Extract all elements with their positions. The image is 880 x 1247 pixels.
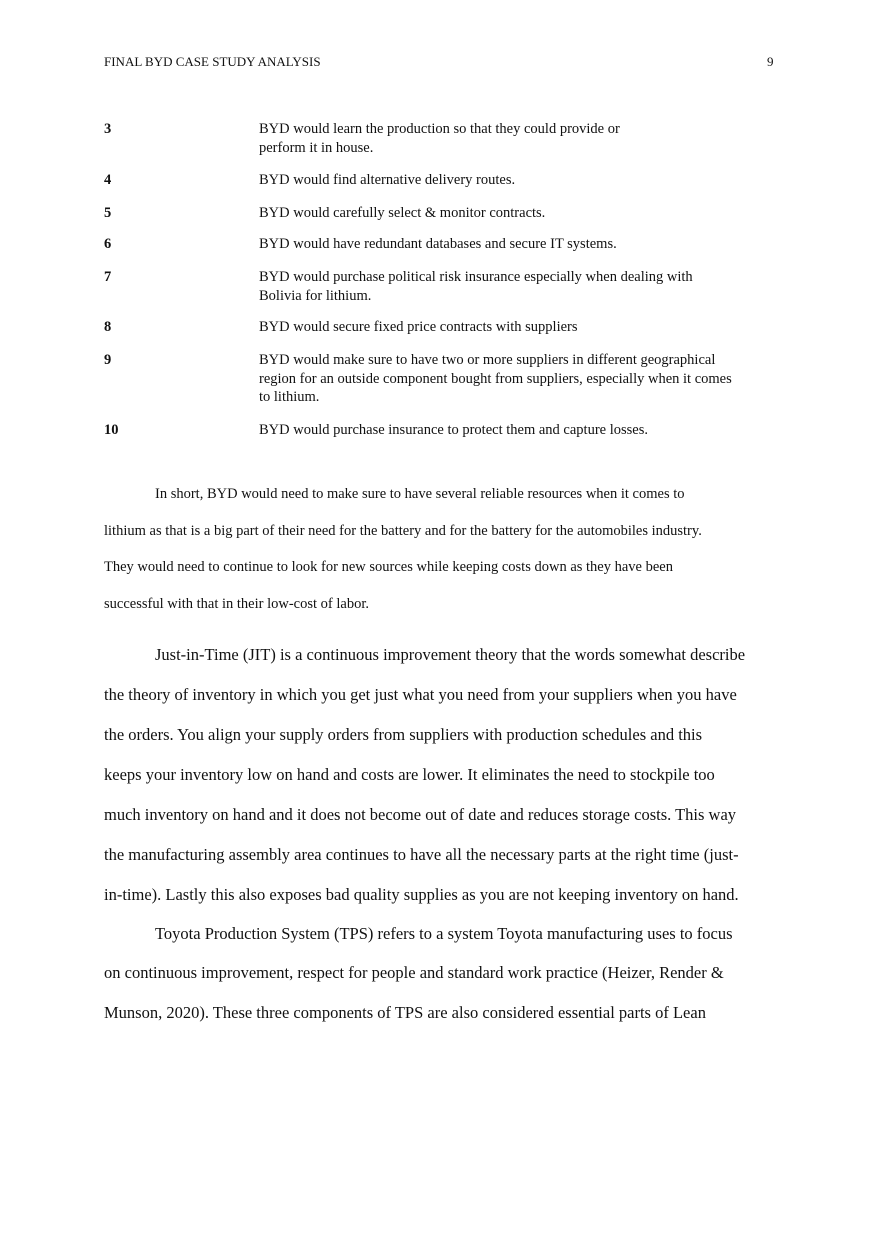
- paragraph-line: on continuous improvement, respect for people and standard work practice (Heizer, Render &: [104, 963, 724, 983]
- paragraph-line: in-time). Lastly this also exposes bad quality supplies as you are not keeping inventory on hand.: [104, 885, 739, 904]
- table-row-number: 9: [104, 352, 112, 368]
- table-row-number: 10: [104, 422, 119, 438]
- table-row-text: BYD would purchase political risk insurance especially when dealing with: [259, 269, 693, 285]
- table-row-text: BYD would carefully select & monitor contracts.: [259, 205, 546, 221]
- table-row-number: 6: [104, 236, 112, 252]
- table-row-text: BYD would purchase insurance to protect them and capture losses.: [259, 422, 648, 438]
- paragraph-line: the orders. You align your supply orders from suppliers with production schedules and this: [104, 725, 703, 744]
- paragraph-line: much inventory on hand and it does not become out of date and reduces storage costs. This way: [104, 805, 737, 824]
- table-row-text: BYD would secure fixed price contracts with suppliers: [259, 319, 578, 335]
- running-header: FINAL BYD CASE STUDY ANALYSIS: [104, 54, 321, 69]
- table-row-number: 3: [104, 121, 112, 137]
- table-row-number: 4: [104, 172, 112, 188]
- paragraph-line: Just-in-Time (JIT) is a continuous improvement theory that the words somewhat describe: [155, 645, 746, 664]
- paragraph-line: keeps your inventory low on hand and costs are lower. It eliminates the need to stockpile too: [104, 765, 715, 784]
- table-row-text: to lithium.: [259, 389, 320, 405]
- paragraph-line: Munson, 2020). These three components of TPS are also considered essential parts of Lean: [104, 1002, 706, 1022]
- table-row-number: 7: [104, 269, 112, 285]
- paragraph-line: successful with that in their low-cost of labor.: [104, 595, 369, 612]
- table-row-text: BYD would learn the production so that they could provide or: [259, 121, 620, 137]
- paragraph-line: the theory of inventory in which you get just what you need from your suppliers when you have: [104, 685, 737, 704]
- page-number: 9: [767, 54, 774, 69]
- table-row-text: BYD would have redundant databases and secure IT systems.: [259, 236, 617, 252]
- paragraph-line: In short, BYD would need to make sure to have several reliable resources when it comes to: [155, 486, 685, 502]
- table-row-text: Bolivia for lithium.: [259, 287, 372, 304]
- table-row-text: perform it in house.: [259, 139, 374, 156]
- paragraph-line: Toyota Production System (TPS) refers to a system Toyota manufacturing uses to focus: [155, 924, 733, 943]
- table-row-text: BYD would make sure to have two or more suppliers in different geographical: [259, 352, 716, 368]
- table-row-number: 8: [104, 319, 112, 335]
- table-row-text: region for an outside component bought from suppliers, especially when it comes: [259, 370, 732, 387]
- table-row-number: 5: [104, 205, 112, 221]
- paragraph-line: the manufacturing assembly area continues to have all the necessary parts at the right time (just-: [104, 845, 739, 864]
- paragraph-line: They would need to continue to look for new sources while keeping costs down as they have been: [104, 559, 673, 576]
- paragraph-line: lithium as that is a big part of their need for the battery and for the battery for the automobiles industry.: [104, 522, 702, 539]
- table-row-text: BYD would find alternative delivery routes.: [259, 172, 516, 188]
